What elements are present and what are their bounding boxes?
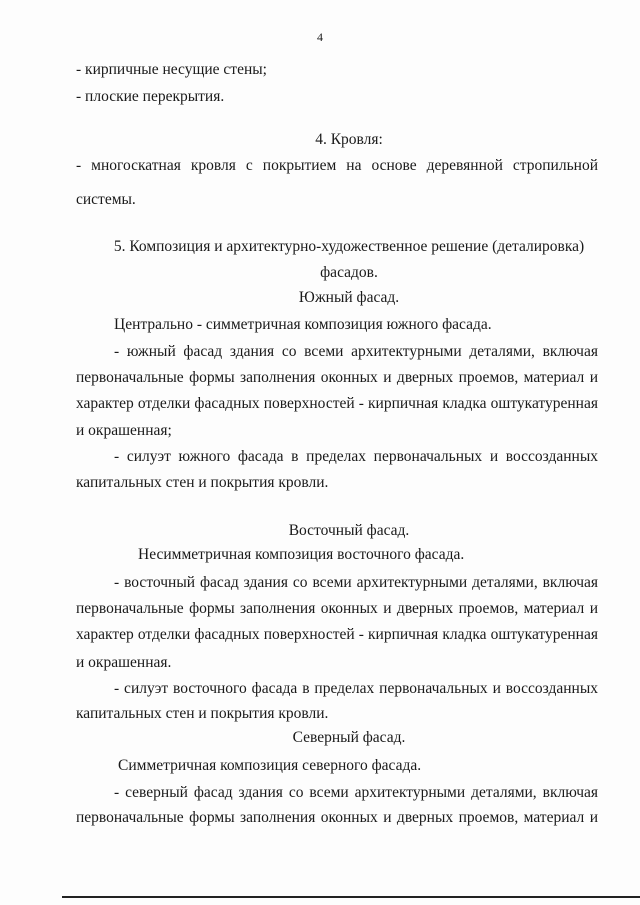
subheading-north-facade: Северный фасад. [292, 729, 406, 746]
section-heading-roof: 4. Кровля: [315, 131, 383, 148]
south-paragraph-line: - южный фасад здания со всеми архитектурными деталями, включая [114, 343, 598, 360]
south-paragraph-line-end: и окрашенная; [76, 422, 172, 439]
page-number: 4 [317, 30, 323, 44]
subheading-east-facade: Восточный фасад. [288, 522, 410, 539]
east-paragraph-line: - восточный фасад здания со всеми архитектурными деталями, включая [114, 574, 598, 591]
south-silhouette-line-end: капитальных стен и покрытия кровли. [76, 474, 329, 491]
south-paragraph-line: характер отделки фасадных поверхностей - кирпичная кладка оштукатуренная [76, 395, 598, 412]
east-paragraph-line-end: и окрашенная. [76, 654, 172, 671]
scan-edge-line [62, 896, 640, 898]
north-paragraph-line: первоначальные формы заполнения оконных и дверных проемов, материал и [76, 809, 598, 826]
list-item-flat-floors: - плоские перекрытия. [76, 88, 225, 105]
east-paragraph-line: первоначальные формы заполнения оконных и дверных проемов, материал и [76, 600, 598, 617]
east-composition-text: Несимметричная композиция восточного фасада. [138, 546, 465, 563]
north-paragraph-line: - северный фасад здания со всеми архитектурными деталями, включая [114, 784, 598, 801]
east-silhouette-line: - силуэт восточного фасада в пределах первоначальных и воссозданных [114, 680, 598, 697]
list-item-brick-walls: - кирпичные несущие стены; [76, 61, 267, 78]
subheading-south-facade: Южный фасад. [298, 289, 400, 306]
east-paragraph-line: характер отделки фасадных поверхностей - кирпичная кладка оштукатуренная [76, 626, 598, 643]
south-paragraph-line: первоначальные формы заполнения оконных и дверных проемов, материал и [76, 369, 598, 386]
south-silhouette-line: - силуэт южного фасада в пределах первоначальных и воссозданных [114, 448, 598, 465]
roof-description-line-end: системы. [76, 191, 136, 208]
section-heading-composition: 5. Композиция и архитектурно-художественное решение (деталировка) [113, 238, 585, 255]
north-composition-text: Симметричная композиция северного фасада. [118, 757, 422, 774]
section-heading-composition-end: фасадов. [320, 264, 378, 281]
south-composition-text: Центрально - симметричная композиция южного фасада. [114, 316, 492, 333]
roof-description-line: - многоскатная кровля с покрытием на основе деревянной стропильной [76, 157, 598, 174]
east-silhouette-line-end: капитальных стен и покрытия кровли. [76, 705, 329, 722]
